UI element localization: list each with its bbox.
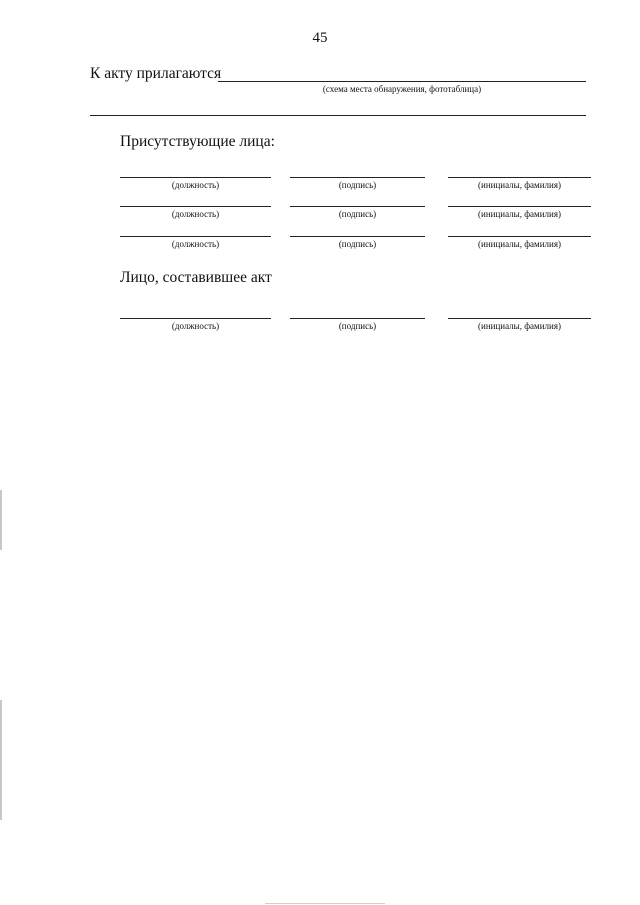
attachments-fill-line	[218, 81, 586, 82]
name-line	[448, 236, 591, 237]
name-caption: (инициалы, фамилия)	[478, 321, 561, 331]
position-caption: (должность)	[171, 239, 220, 249]
signature-caption: (подпись)	[338, 180, 377, 190]
attachments-label: К акту прилагаются	[90, 65, 222, 82]
compiler-heading: Лицо, составившее акт	[120, 269, 272, 286]
position-caption: (должность)	[171, 180, 220, 190]
name-line	[448, 206, 591, 207]
signature-line	[290, 177, 425, 178]
position-line	[120, 177, 271, 178]
scan-margin-mark	[0, 700, 2, 820]
scan-margin-mark	[0, 490, 2, 550]
page-number: 45	[312, 30, 328, 46]
signature-line	[290, 236, 425, 237]
signature-caption: (подпись)	[338, 321, 377, 331]
signature-caption: (подпись)	[338, 209, 377, 219]
position-caption: (должность)	[171, 209, 220, 219]
attachments-hint: (схема места обнаружения, фототаблица)	[322, 84, 482, 94]
position-line	[120, 318, 271, 319]
signature-line	[290, 206, 425, 207]
signature-caption: (подпись)	[338, 239, 377, 249]
name-caption: (инициалы, фамилия)	[478, 239, 561, 249]
position-caption: (должность)	[171, 321, 220, 331]
present-persons-heading: Присутствующие лица:	[120, 133, 275, 150]
name-caption: (инициалы, фамилия)	[478, 209, 561, 219]
attachments-continuation-line	[90, 115, 586, 116]
signature-line	[290, 318, 425, 319]
name-line	[448, 318, 591, 319]
scan-bottom-mark	[265, 903, 385, 904]
position-line	[120, 236, 271, 237]
name-caption: (инициалы, фамилия)	[478, 180, 561, 190]
name-line	[448, 177, 591, 178]
position-line	[120, 206, 271, 207]
